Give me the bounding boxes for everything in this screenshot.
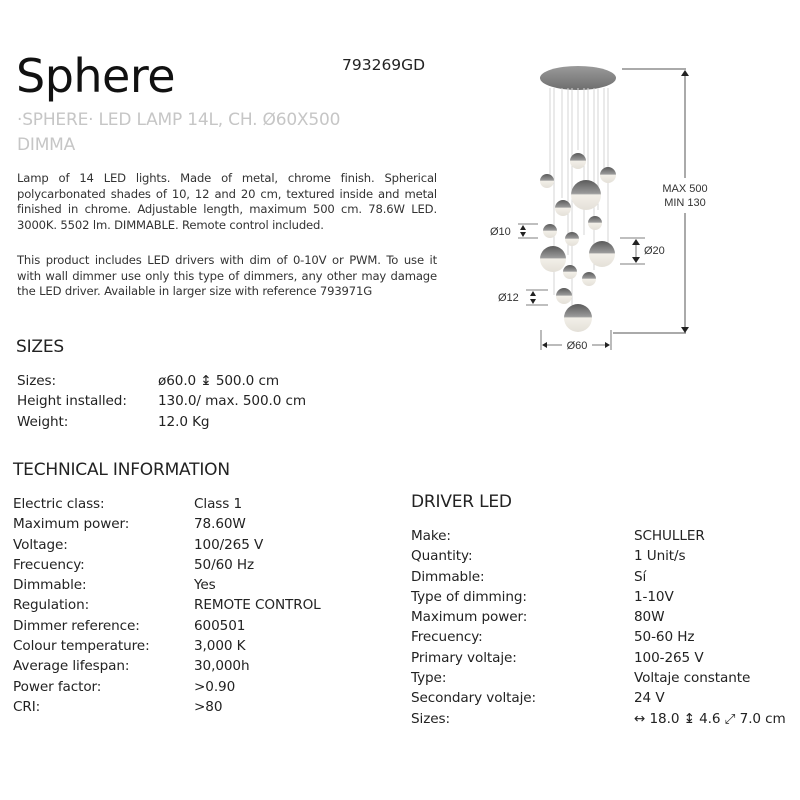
technical-heading: TECHNICAL INFORMATION: [13, 460, 230, 480]
row-label: CRI:: [13, 698, 41, 715]
row-label: Electric class:: [13, 496, 105, 512]
row-value: 50-60 Hz: [634, 629, 695, 646]
arrow-down-icon: [681, 327, 689, 333]
technical-row: [13, 595, 321, 615]
row-label: Frecuency:: [411, 629, 483, 646]
subtitle-line-2: DIMMA: [17, 135, 76, 155]
driver-row: [411, 526, 786, 546]
driver-list: [411, 526, 786, 729]
row-value: SCHULLER: [634, 528, 705, 544]
technical-row: [13, 697, 321, 717]
sizes-row: [17, 371, 306, 391]
sizes-list: [17, 371, 306, 432]
dim-large-label: Ø20: [644, 245, 665, 257]
row-value: Voltaje constante: [634, 670, 751, 687]
sizes-row: [17, 412, 306, 432]
driver-row: [411, 627, 786, 647]
row-value: 50/60 Hz: [194, 556, 255, 573]
row-value: Yes: [194, 577, 216, 594]
driver-row: [411, 709, 786, 729]
row-label: Dimmable:: [411, 568, 485, 585]
technical-row: [13, 494, 321, 514]
row-label: Regulation:: [13, 597, 90, 614]
row-label: Average lifespan:: [13, 658, 130, 675]
driver-row: [411, 567, 786, 587]
driver-heading: DRIVER LED: [411, 492, 512, 512]
dim-medium-marker: [526, 290, 548, 305]
driver-note: This product includes LED drivers with dim of 0-10V or PWM. To use it with wall dimmer use only this type of dimmers, any other may damage the LED driver. Available in larger size with reference 793971G: [17, 253, 437, 299]
row-label: Weight:: [17, 413, 69, 430]
row-value: ø60.0 ↨ 500.0 cm: [158, 373, 279, 389]
arrow-up-icon: [681, 70, 689, 76]
row-label: Sizes:: [411, 710, 450, 727]
technical-list: [13, 494, 321, 717]
row-value: 3,000 K: [194, 638, 246, 655]
driver-row: [411, 546, 786, 566]
dim-small-label: Ø10: [490, 226, 511, 238]
technical-row: [13, 636, 321, 656]
row-label: Dimmable:: [13, 577, 87, 594]
row-value: 78.60W: [194, 516, 246, 533]
lamp-diagram: [480, 50, 720, 360]
row-label: Primary voltaje:: [411, 649, 517, 666]
sphere-shades: [540, 153, 616, 332]
row-value: 100-265 V: [634, 649, 704, 666]
row-value: 30,000h: [194, 658, 250, 675]
height-max-label: MAX 500: [662, 183, 708, 195]
row-label: Frecuency:: [13, 556, 85, 573]
technical-row: [13, 575, 321, 595]
dim-small-marker: [518, 224, 538, 238]
row-value: >80: [194, 698, 223, 715]
product-reference: 793269GD: [342, 56, 426, 74]
dim-large-marker: [620, 238, 645, 264]
row-value: Class 1: [194, 496, 243, 512]
row-label: Quantity:: [411, 548, 473, 565]
sizes-heading: SIZES: [16, 337, 64, 357]
row-label: Sizes:: [17, 373, 56, 389]
product-description: Lamp of 14 LED lights. Made of metal, chrome finish. Spherical polycarbonated shades of 10, 12 and 20 cm, textured inside and metal finished in chrome. Adjustable length, maximum 500 cm. 78.6W LED. 3000K. 5502 lm. DIMMABLE. Remote control included.: [17, 171, 437, 232]
product-subtitle: [17, 108, 437, 158]
row-value: 12.0 Kg: [158, 413, 210, 430]
dim-width-label: Ø60: [566, 340, 588, 352]
row-label: Power factor:: [13, 678, 102, 695]
technical-row: [13, 677, 321, 697]
row-value: ↔ 18.0 ↨ 4.6 ⤢ 7.0 cm: [634, 710, 786, 727]
row-value: 24 V: [634, 690, 665, 707]
subtitle-line-1: ·SPHERE· LED LAMP 14L, CH. Ø60X500: [17, 110, 341, 130]
row-value: 80W: [634, 609, 665, 626]
row-label: Type of dimming:: [411, 588, 527, 605]
row-value: Sí: [634, 568, 647, 585]
row-label: Maximum power:: [411, 609, 528, 626]
driver-row: [411, 648, 786, 668]
row-value: 100/265 V: [194, 536, 264, 553]
row-value: >0.90: [194, 678, 236, 695]
row-label: Make:: [411, 528, 451, 544]
driver-row: [411, 587, 786, 607]
row-label: Voltage:: [13, 536, 68, 553]
row-value: 130.0/ max. 500.0 cm: [158, 393, 307, 410]
dim-medium-label: Ø12: [498, 292, 519, 304]
height-min-label: MIN 130: [664, 197, 706, 209]
technical-row: [13, 656, 321, 676]
driver-row: [411, 668, 786, 688]
technical-row: [13, 514, 321, 534]
canopy-icon: [540, 66, 616, 90]
row-value: 1-10V: [634, 588, 674, 605]
row-value: 600501: [194, 617, 246, 634]
technical-row: [13, 535, 321, 555]
row-value: 1 Unit/s: [634, 548, 686, 565]
row-label: Dimmer reference:: [13, 617, 140, 634]
row-label: Type:: [411, 670, 447, 687]
driver-row: [411, 688, 786, 708]
product-title: Sphere: [16, 49, 176, 103]
row-label: Colour temperature:: [13, 638, 150, 655]
row-value: REMOTE CONTROL: [194, 597, 321, 614]
sizes-row: [17, 391, 306, 411]
row-label: Secondary voltaje:: [411, 690, 537, 707]
row-label: Maximum power:: [13, 516, 130, 533]
technical-row: [13, 616, 321, 636]
driver-row: [411, 607, 786, 627]
row-label: Height installed:: [17, 393, 127, 410]
technical-row: [13, 555, 321, 575]
